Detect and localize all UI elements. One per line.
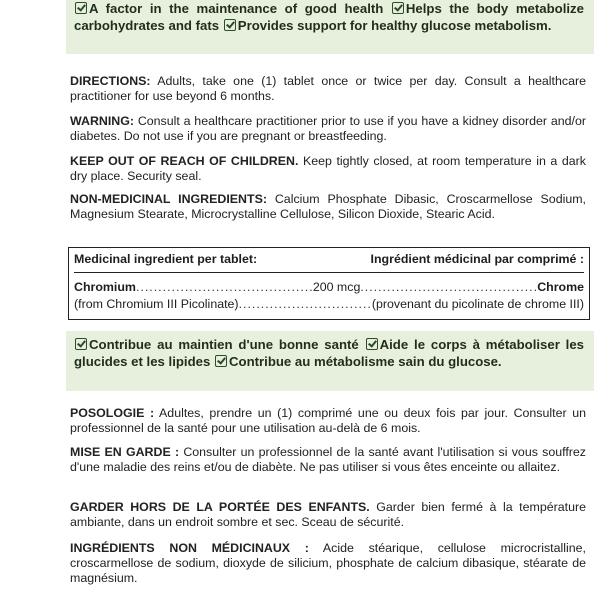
check-icon [75,2,87,14]
ingredients-non-label: INGRÉDIENTS NON MÉDICINAUX : [70,541,309,555]
table-header [74,252,584,273]
dot-leader [136,280,313,294]
medicinal-ingredient-table [68,247,590,320]
benefit-text: A factor in the maintenance of good health [89,1,384,16]
table-row [74,280,584,294]
posologie-text: Adultes, prendre un (1) comprimé une ou deux fois par jour. Consulter un professionnel de la santé pour une utilisation au-delà de 6 mois. [70,406,586,436]
directions-text: Adults, take one (1) tablet once or twice per day. Consult a healthcare practitioner for use beyond 6 months. [70,74,586,104]
ingredients-non-text: Acide stéarique, cellulose microcristalline, croscarmellose de sodium, dioxyde de silicium, phosphate de calcium dibasique, stéarate de magnésium. [70,541,586,586]
non-medicinal-text: Calcium Phosphate Dibasic, Croscarmellose Sodium, Magnesium Stearate, Microcrystalline Cellulose, Silicon Dioxide, Stearic Acid. [70,192,587,222]
ingredients-non-paragraph [70,541,586,587]
non-medicinal-paragraph [70,192,586,222]
ingredient-source: (from Chromium III Picolinate) [74,297,239,311]
check-icon [392,2,404,14]
warning-paragraph [70,114,586,144]
keep-out-paragraph [70,154,586,184]
ingredient-amount: 200 mcg [312,280,361,294]
garder-paragraph [70,500,586,530]
directions-label: DIRECTIONS: [70,74,151,88]
keep-out-text: Keep tightly closed, at room temperature in a dark dry place. Security seal. [70,154,586,184]
table-header-left: Medicinal ingredient per tablet: [74,252,258,266]
benefit-text: Helps the body metabolize carbohydrates and fats [74,1,584,33]
check-icon [75,338,87,350]
benefit-text: Aide le corps à métaboliser les glucides et les lipides [74,337,585,369]
benefit-text: Contribue au maintien d'une bonne santé [89,337,359,352]
dot-leader [239,297,372,311]
garder-label: GARDER HORS DE LA PORTÉE DES ENFANTS. [70,500,370,514]
ingredient-name-fr: Chrome [537,280,585,294]
keep-out-label: KEEP OUT OF REACH OF CHILDREN. [70,154,299,168]
english-benefits-box [66,0,594,54]
table-row [74,297,584,311]
non-medicinal-label: NON-MEDICINAL INGREDIENTS: [70,192,267,206]
table-header-right: Ingrédient médicinal par comprimé : [370,252,584,266]
mise-en-garde-label: MISE EN GARDE : [70,445,180,459]
benefit-text: Contribue au métabolisme sain du glucose. [229,353,502,369]
directions-paragraph [70,74,586,104]
garder-text: Garder bien fermé à la température ambiante, dans un endroit sombre et sec. Sceau de sécurité. [70,500,586,530]
check-icon [366,338,378,350]
check-icon [224,19,236,31]
ingredient-source-fr: (provenant du picolinate de chrome III) [371,297,584,311]
mise-en-garde-paragraph [70,445,586,475]
check-icon [215,355,227,367]
warning-text: Consult a healthcare practitioner prior to use if you have a kidney disorder and/or diabetes. Do not use if you are pregnant or breastfeeding. [70,114,586,144]
warning-label: WARNING: [70,114,135,128]
french-benefits-box [66,331,594,391]
dot-leader [360,280,537,294]
benefit-text: Provides support for healthy glucose metabolism. [237,17,552,33]
ingredient-name: Chromium [74,280,136,294]
posologie-paragraph [70,406,586,436]
posologie-label: POSOLOGIE : [70,406,155,420]
mise-en-garde-text: Consulter un professionnel de la santé avant l'utilisation si vous souffrez d'une maladie des reins et/ou de diabète. Ne pas utiliser si vous êtes enceinte ou allaitez. [70,445,586,475]
